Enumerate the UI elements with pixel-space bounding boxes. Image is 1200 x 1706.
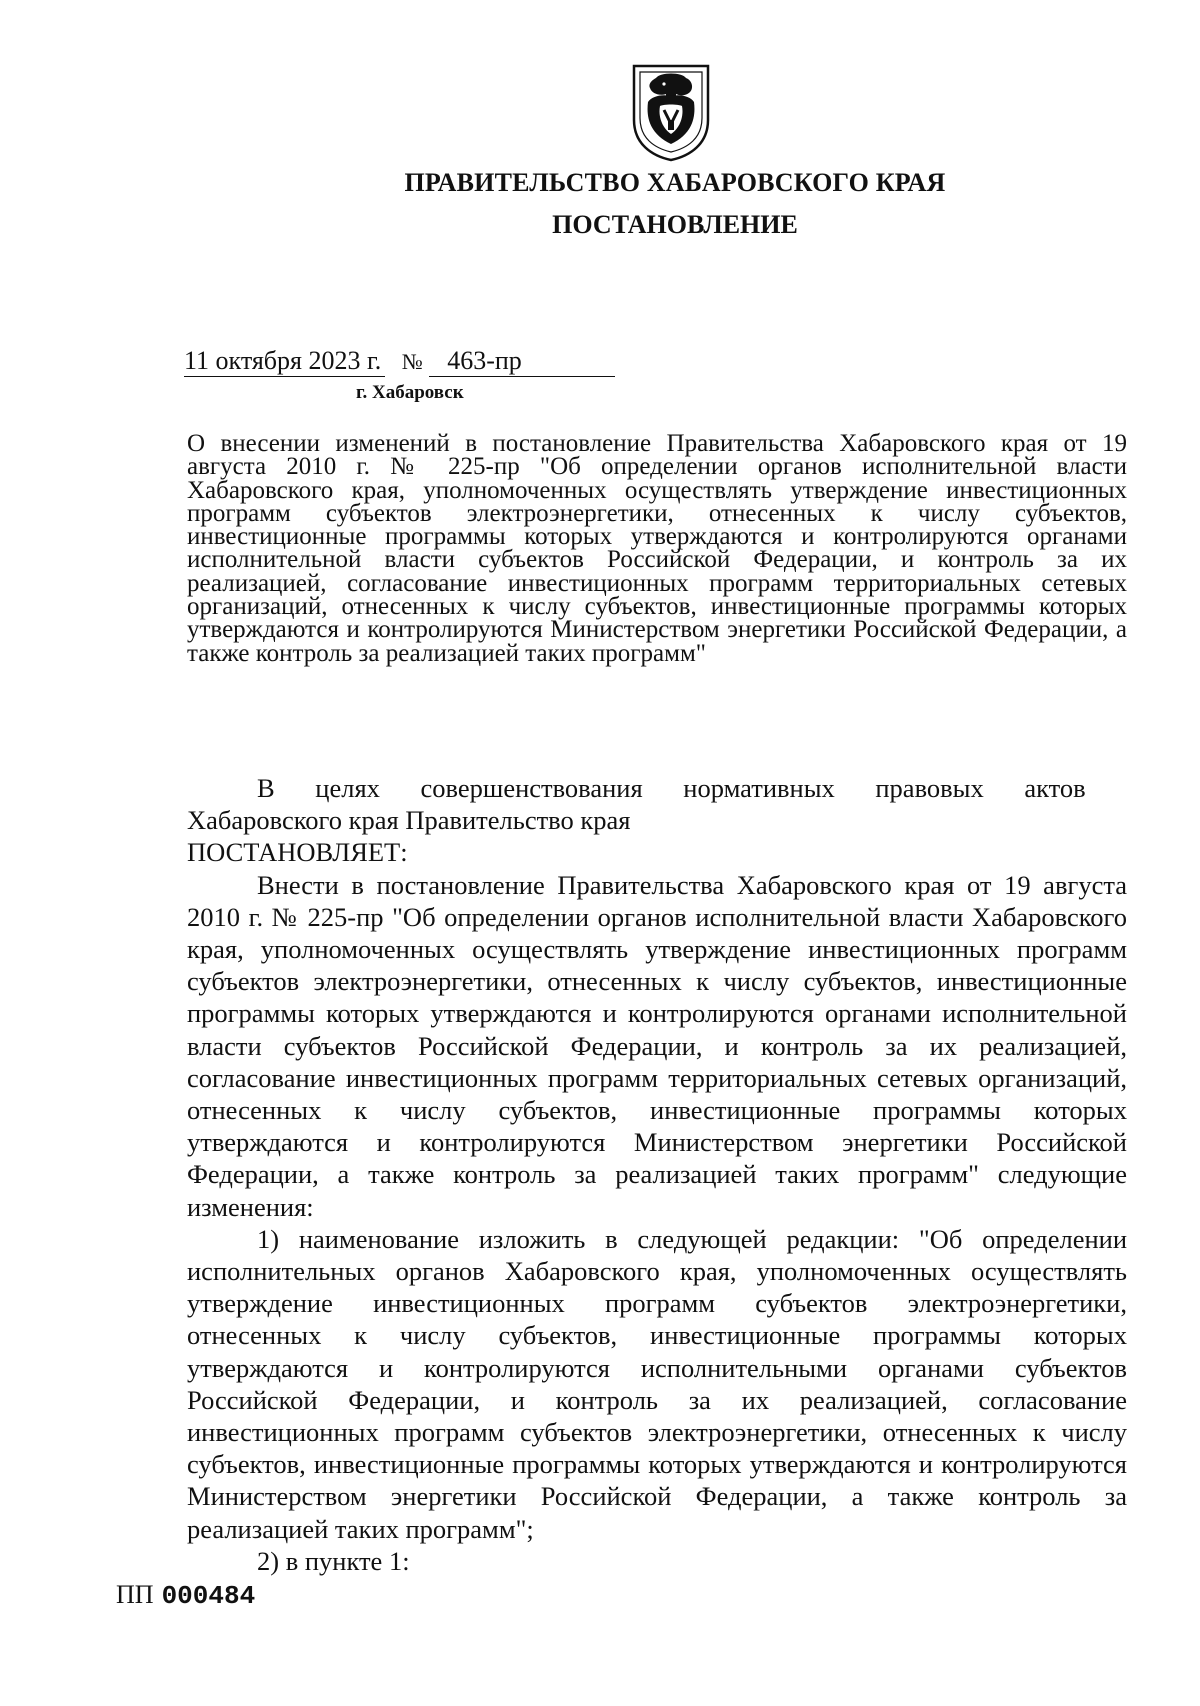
form-serial-number [116,1580,255,1611]
document-type: ПОСТАНОВЛЕНИЕ [552,210,798,239]
document-city: г. Хабаровск [356,382,464,403]
intro-line: В целях совершенствования нормативных правовых актов [257,773,1086,803]
resolves-heading: ПОСТАНОВЛЯЕТ: [187,837,408,868]
registration-line [184,346,615,377]
organization-title: ПРАВИТЕЛЬСТВО ХАБАРОВСКОГО КРАЯ [404,168,946,197]
intro-continuation: Хабаровского края Правительство края [187,805,631,836]
list-item: 1) наименование изложить в следующей редакции: "Об определении исполнительных органов Хабаровского края, уполномоченных осуществлять утверждение инвестиционных программ субъектов электроэнергетики, отнесенных к числу субъектов, инвестиционные программы которых утверждаются и контролируются исполнительными органами субъектов Российской Федерации, и контроль за их реализацией, согласование инвестиционных программ субъектов электроэнергетики, отнесенных к числу субъектов, инвестиционные программы которых утверждаются и контролируются Министерством энергетики Российской Федерации, а также контроль за реализацией таких программ"; [187,1223,1127,1544]
form-series: ПП [116,1580,154,1609]
list-item: 2) в пункте 1: [257,1545,410,1576]
form-serial: 000484 [161,1581,256,1611]
document-subject: О внесении изменений в постановление Правительства Хабаровского края от 19 августа 2010 г. № 225-пр "Об определении органов исполнительной власти Хабаровского края, уполномоченных осуществлять утверждение инвестиционных программ субъектов электроэнергетики, отнесенных к числу субъектов, инвестиционные программы которых утверждаются и контролируются органами исполнительной власти субъектов Российской Федерации, и контроль за их реализацией, согласование инвестиционных программ территориальных сетевых организаций, отнесенных к числу субъектов, инвестиционные программы которых утверждаются и контролируются Министерством энергетики Российской Федерации, а также контроль за реализацией таких программ" [187,430,1127,667]
coat-of-arms-icon [630,62,712,162]
document-number: 463-пр [429,346,615,377]
number-sign: № [401,349,423,374]
main-paragraph: Внести в постановление Правительства Хабаровского края от 19 августа 2010 г. № 225-пр "Об определении органов исполнительной власти Хабаровского края, уполномоченных осуществлять утверждение инвестиционных программ субъектов электроэнергетики, отнесенных к числу субъектов, инвестиционные программы которых утверждаются и контролируются органами исполнительной власти субъектов Российской Федерации, и контроль за их реализацией, согласование инвестиционных программ территориальных сетевых организаций, отнесенных к числу субъектов, инвестиционные программы которых утверждаются и контролируются Министерством энергетики Российской Федерации, а также контроль за реализацией таких программ" следующие изменения: [187,869,1127,1222]
document-body [187,772,1127,1577]
document-date: 11 октября 2023 г. [184,346,385,377]
